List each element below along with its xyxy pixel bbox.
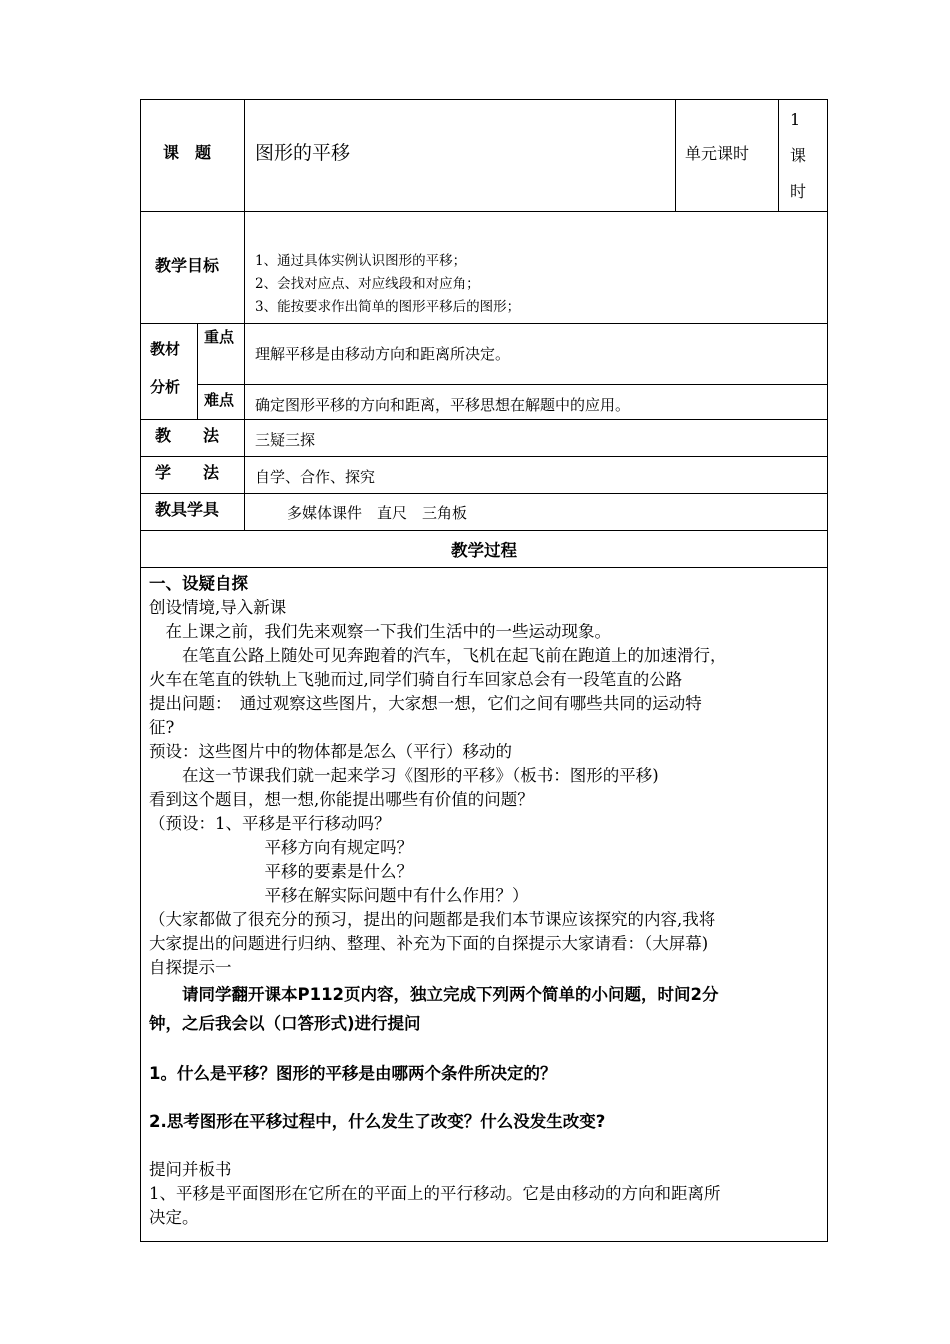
topic-value: 图形的平移 bbox=[255, 142, 351, 164]
process-line: 大家提出的问题进行归纳、整理、补充为下面的自探提示大家请看：（大屏幕) bbox=[149, 934, 709, 953]
goal-item: 3、能按要求作出简单的图形平移后的图形； bbox=[255, 299, 521, 315]
process-line: 自探提示一 bbox=[149, 958, 232, 977]
question-1: 1。什么是平移？图形的平移是由哪两个条件所决定的？ bbox=[149, 1064, 557, 1083]
process-line: （预设：1、平移是平行移动吗？ bbox=[149, 814, 391, 833]
col-divider bbox=[244, 100, 245, 530]
teaching-method-value: 三疑三探 bbox=[255, 431, 316, 449]
goals-list bbox=[255, 250, 520, 319]
goals-label: 教学目标 bbox=[155, 256, 220, 275]
process-line: 平移的要素是什么？ bbox=[149, 862, 413, 881]
col-divider bbox=[675, 100, 676, 211]
tools-label: 教具学具 bbox=[155, 500, 220, 519]
question-2: 2.思考图形在平移过程中，什么发生了改变？什么没发生改变? bbox=[149, 1112, 606, 1131]
process-line: 预设：这些图片中的物体都是怎么（平行）移动的 bbox=[149, 742, 512, 761]
process-line: 看到这个题目，想一想,你能提出哪些有价值的问题？ bbox=[149, 790, 534, 809]
process-line: 创设情境,导入新课 bbox=[149, 598, 287, 617]
process-line: 平移在解实际问题中有什么作用？） bbox=[149, 886, 529, 905]
difficulty-value: 确定图形平移的方向和距离，平移思想在解题中的应用。 bbox=[255, 396, 631, 414]
process-line: 平移方向有规定吗？ bbox=[149, 838, 413, 857]
goal-item: 1、通过具体实例认识图形的平移； bbox=[255, 253, 467, 269]
difficulty-label: 难点 bbox=[204, 391, 235, 409]
process-line: 提出问题： 通过观察这些图片，大家想一想，它们之间有哪些共同的运动特 bbox=[149, 694, 702, 713]
teaching-method-label: 教 法 bbox=[155, 426, 220, 445]
col-divider bbox=[778, 100, 779, 211]
key-point-label: 重点 bbox=[204, 328, 235, 346]
lesson-plan-table bbox=[140, 99, 828, 1242]
process-bold-line: 钟，之后我会以（口答形式)进行提问 bbox=[149, 1014, 421, 1033]
col-divider bbox=[197, 323, 198, 419]
process-bold-line: 请同学翻开课本P112页内容，独立完成下列两个简单的小问题，时间2分 bbox=[149, 985, 719, 1004]
unit-value: 1 课 时 bbox=[790, 110, 807, 201]
key-point-value: 理解平移是由移动方向和距离所决定。 bbox=[255, 345, 511, 363]
process-line: 1、平移是平面图形在它所在的平面上的平行移动。它是由移动的方向和距离所 bbox=[149, 1184, 721, 1203]
process-line: 征? bbox=[149, 718, 175, 737]
learning-method-value: 自学、合作、探究 bbox=[255, 468, 376, 486]
process-line: 决定。 bbox=[149, 1208, 199, 1227]
process-line: 火车在笔直的铁轨上飞驰而过,同学们骑自行车回家总会有一段笔直的公路 bbox=[149, 670, 683, 689]
section-heading: 一、设疑自探 bbox=[149, 574, 248, 593]
topic-label: 课 题 bbox=[163, 143, 212, 162]
process-line: 在这一节课我们就一起来学习《图形的平移》（板书：图形的平移) bbox=[149, 766, 659, 785]
unit-label: 单元课时 bbox=[685, 144, 750, 163]
row-divider bbox=[141, 530, 827, 531]
row-divider bbox=[197, 384, 827, 385]
process-line: 在笔直公路上随处可见奔跑着的汽车，飞机在起飞前在跑道上的加速滑行， bbox=[149, 646, 727, 665]
goal-item: 2、会找对应点、对应线段和对应角； bbox=[255, 276, 480, 292]
process-line: 在上课之前，我们先来观察一下我们生活中的一些运动现象。 bbox=[149, 622, 611, 641]
process-line: （大家都做了很充分的预习，提出的问题都是我们本节课应该探究的内容,我将 bbox=[149, 910, 716, 929]
process-title: 教学过程 bbox=[451, 541, 517, 560]
tools-value: 多媒体课件 直尺 三角板 bbox=[287, 504, 468, 522]
row-divider bbox=[141, 567, 827, 568]
learning-method-label: 学 法 bbox=[155, 463, 220, 482]
analysis-label-2: 分析 bbox=[150, 378, 181, 396]
analysis-label-1: 教材 bbox=[150, 340, 181, 358]
process-body bbox=[149, 572, 825, 1230]
process-line: 提问并板书 bbox=[149, 1160, 232, 1179]
